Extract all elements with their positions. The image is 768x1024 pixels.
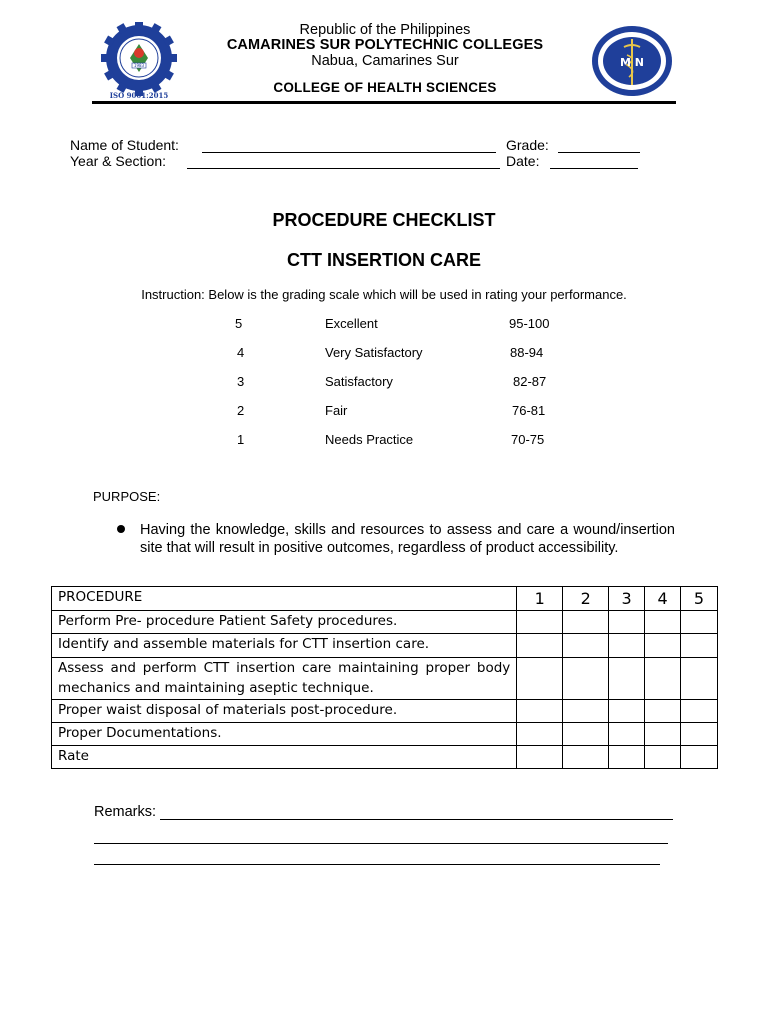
table-row — [52, 611, 718, 634]
scale-range: 88-94 — [510, 345, 544, 360]
name-of-student-label: Name of Student: — [70, 137, 179, 153]
rating-cell[interactable] — [609, 658, 645, 700]
remarks-line-1[interactable] — [160, 819, 673, 820]
institution-name: CAMARINES SUR POLYTECHNIC COLLEGES — [226, 37, 544, 53]
rating-cell[interactable] — [645, 611, 681, 634]
remarks-line-2[interactable] — [94, 843, 668, 844]
table-row — [52, 634, 718, 658]
rating-cell[interactable] — [609, 723, 645, 746]
remarks-line-3[interactable] — [94, 864, 660, 865]
rating-cell[interactable] — [563, 634, 609, 658]
seal-letters: M N — [620, 56, 644, 69]
grade-label: Grade: — [506, 137, 549, 153]
header-divider — [92, 101, 676, 104]
procedure-step: Perform Pre- procedure Patient Safety procedures. — [52, 611, 517, 634]
rating-cell[interactable] — [681, 658, 718, 700]
scale-label: Very Satisfactory — [325, 345, 423, 360]
rating-cell[interactable] — [609, 700, 645, 723]
date-label: Date: — [506, 153, 540, 169]
rating-cell[interactable] — [681, 700, 718, 723]
name-of-student-field[interactable] — [202, 152, 496, 153]
rating-column-header: 1 — [517, 587, 563, 611]
scale-label: Excellent — [325, 316, 378, 331]
table-row — [52, 746, 718, 769]
procedure-step: Rate — [52, 746, 517, 769]
rating-cell[interactable] — [563, 658, 609, 700]
scale-range: 95-100 — [509, 316, 550, 331]
scale-label: Fair — [325, 403, 348, 418]
rating-cell[interactable] — [517, 723, 563, 746]
date-field[interactable] — [550, 168, 638, 169]
rating-column-header: 4 — [645, 587, 681, 611]
procedure-table — [51, 586, 718, 769]
rating-cell[interactable] — [645, 723, 681, 746]
year-section-field[interactable] — [187, 168, 500, 169]
rating-cell[interactable] — [681, 611, 718, 634]
rating-cell[interactable] — [563, 611, 609, 634]
rating-cell[interactable] — [563, 700, 609, 723]
health-sciences-seal-logo — [591, 25, 673, 97]
scale-range: 76-81 — [512, 403, 546, 418]
iso-label: ISO 9001:2015 — [109, 91, 169, 100]
rating-cell[interactable] — [563, 746, 609, 769]
scale-score: 5 — [235, 316, 243, 331]
rating-cell[interactable] — [517, 611, 563, 634]
bullet-icon — [117, 525, 125, 533]
college-name: COLLEGE OF HEALTH SCIENCES — [273, 80, 497, 95]
scale-score: 3 — [237, 374, 245, 389]
rating-cell[interactable] — [517, 658, 563, 700]
purpose-text: Having the knowledge, skills and resources to assess and care a wound/insertion site that will result in positive outcomes, regardless of product accessibility. — [140, 522, 675, 556]
procedure-step: Proper Documentations. — [52, 723, 517, 746]
table-row — [52, 723, 718, 746]
purpose-label: PURPOSE: — [93, 489, 161, 504]
scale-label: Needs Practice — [325, 432, 414, 447]
rating-cell[interactable] — [645, 658, 681, 700]
rating-cell[interactable] — [517, 634, 563, 658]
college-seal-logo — [96, 22, 182, 100]
rating-cell[interactable] — [681, 746, 718, 769]
rating-cell[interactable] — [517, 700, 563, 723]
rating-cell[interactable] — [681, 723, 718, 746]
scale-score: 2 — [237, 403, 245, 418]
instruction-text: Instruction: Below is the grading scale which will be used in rating your performance. — [141, 287, 627, 302]
rating-cell[interactable] — [609, 634, 645, 658]
year-section-label: Year & Section: — [70, 153, 166, 169]
scale-score: 4 — [237, 345, 245, 360]
rating-column-header: 2 — [563, 587, 609, 611]
rating-cell[interactable] — [681, 634, 718, 658]
rating-column-header: 5 — [681, 587, 718, 611]
scale-range: 70-75 — [511, 432, 545, 447]
checklist-title: PROCEDURE CHECKLIST — [272, 210, 496, 230]
table-row — [52, 658, 718, 700]
grade-field[interactable] — [558, 152, 640, 153]
procedure-step: Proper waist disposal of materials post-procedure. — [52, 700, 517, 723]
rating-column-header: 3 — [609, 587, 645, 611]
table-header-row — [52, 587, 718, 611]
scale-score: 1 — [237, 432, 245, 447]
rating-cell[interactable] — [609, 611, 645, 634]
procedure-title: CTT INSERTION CARE — [286, 250, 481, 270]
remarks-label: Remarks: — [94, 804, 157, 820]
procedure-step: Identify and assemble materials for CTT insertion care. — [52, 634, 517, 658]
procedure-step: Assess and perform CTT insertion care maintaining proper body mechanics and maintaining aseptic technique. — [52, 658, 517, 700]
republic-line: Republic of the Philippines — [299, 22, 471, 38]
rating-cell[interactable] — [563, 723, 609, 746]
rating-cell[interactable] — [645, 746, 681, 769]
procedure-column-header: PROCEDURE — [52, 587, 517, 611]
institution-address: Nabua, Camarines Sur — [311, 53, 459, 69]
rating-cell[interactable] — [645, 700, 681, 723]
rating-cell[interactable] — [517, 746, 563, 769]
rating-cell[interactable] — [609, 746, 645, 769]
table-row — [52, 700, 718, 723]
rating-cell[interactable] — [645, 634, 681, 658]
seal-year: 1983 — [133, 63, 145, 68]
scale-label: Satisfactory — [325, 374, 393, 389]
scale-range: 82-87 — [513, 374, 547, 389]
